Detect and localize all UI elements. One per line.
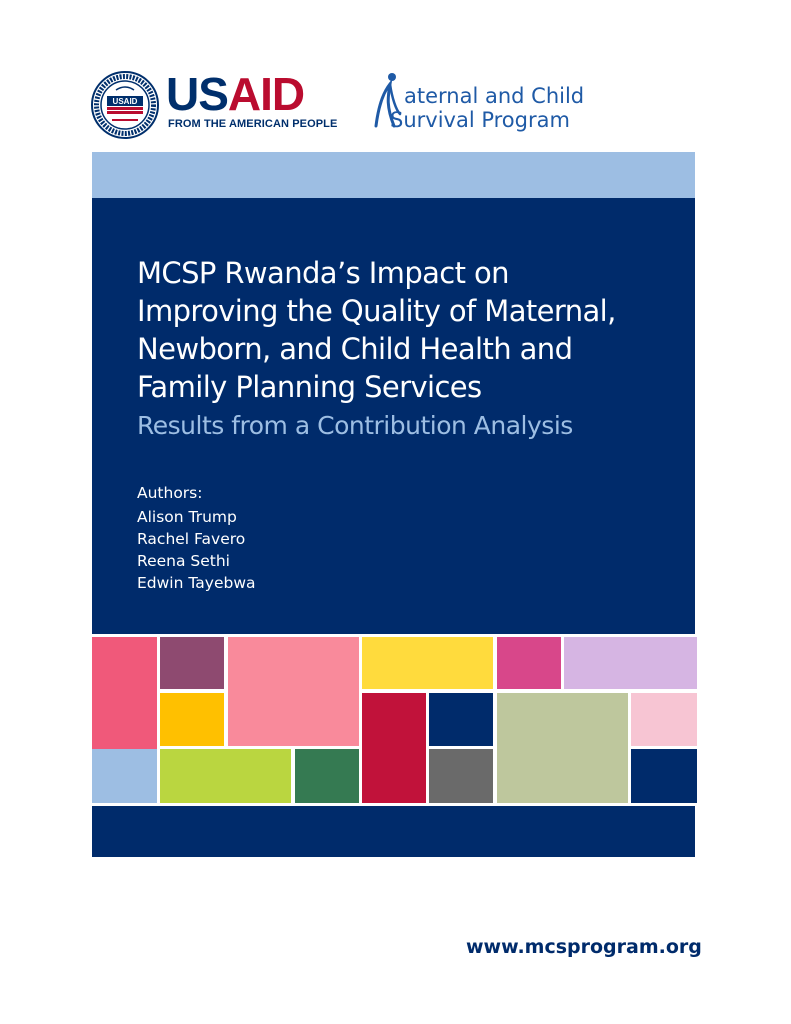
usaid-wordmark — [166, 70, 304, 118]
cover-top-band — [92, 152, 695, 198]
mosaic-tile — [362, 637, 493, 689]
mosaic-tile — [295, 749, 359, 803]
mosaic-tile — [92, 749, 157, 803]
report-title-line: Family Planning Services — [137, 370, 482, 404]
mosaic-tile — [429, 749, 493, 803]
author-name: Edwin Tayebwa — [137, 574, 256, 592]
website-link[interactable]: www.mcsprogram.org — [466, 936, 702, 958]
mcsp-logo-line2: Survival Program — [390, 108, 570, 132]
authors-list — [137, 506, 256, 594]
cover-bottom-band — [92, 806, 695, 857]
usaid-seal-logo — [90, 70, 160, 140]
mosaic-tile — [160, 637, 224, 689]
mosaic-tile — [160, 749, 291, 803]
author-name: Alison Trump — [137, 508, 237, 526]
mosaic-tile — [429, 693, 493, 746]
mosaic-tile — [160, 693, 224, 746]
report-title — [137, 254, 657, 406]
report-title-line: Newborn, and Child Health and — [137, 332, 573, 366]
mosaic-tile — [631, 749, 697, 803]
color-mosaic — [92, 634, 698, 806]
usaid-wordmark-aid: AID — [227, 68, 305, 120]
mcsp-logo-line1: aternal and Child — [404, 84, 585, 108]
author-name: Rachel Favero — [137, 530, 246, 548]
mosaic-tile — [631, 693, 697, 746]
report-title-line: Improving the Quality of Maternal, — [137, 294, 616, 328]
author-name: Reena Sethi — [137, 552, 230, 570]
report-subtitle: Results from a Contribution Analysis — [137, 411, 573, 440]
mosaic-tile — [228, 637, 359, 746]
usaid-wordmark-us: US — [166, 68, 228, 120]
report-title-line: MCSP Rwanda’s Impact on — [137, 256, 509, 290]
mosaic-tile — [497, 637, 561, 689]
authors-label: Authors: — [137, 484, 203, 502]
seal-center-text: USAID — [112, 97, 138, 106]
mosaic-tile — [362, 693, 426, 803]
mosaic-tile — [564, 637, 697, 689]
usaid-tagline: FROM THE AMERICAN PEOPLE — [168, 118, 338, 130]
mosaic-tile — [497, 693, 628, 803]
